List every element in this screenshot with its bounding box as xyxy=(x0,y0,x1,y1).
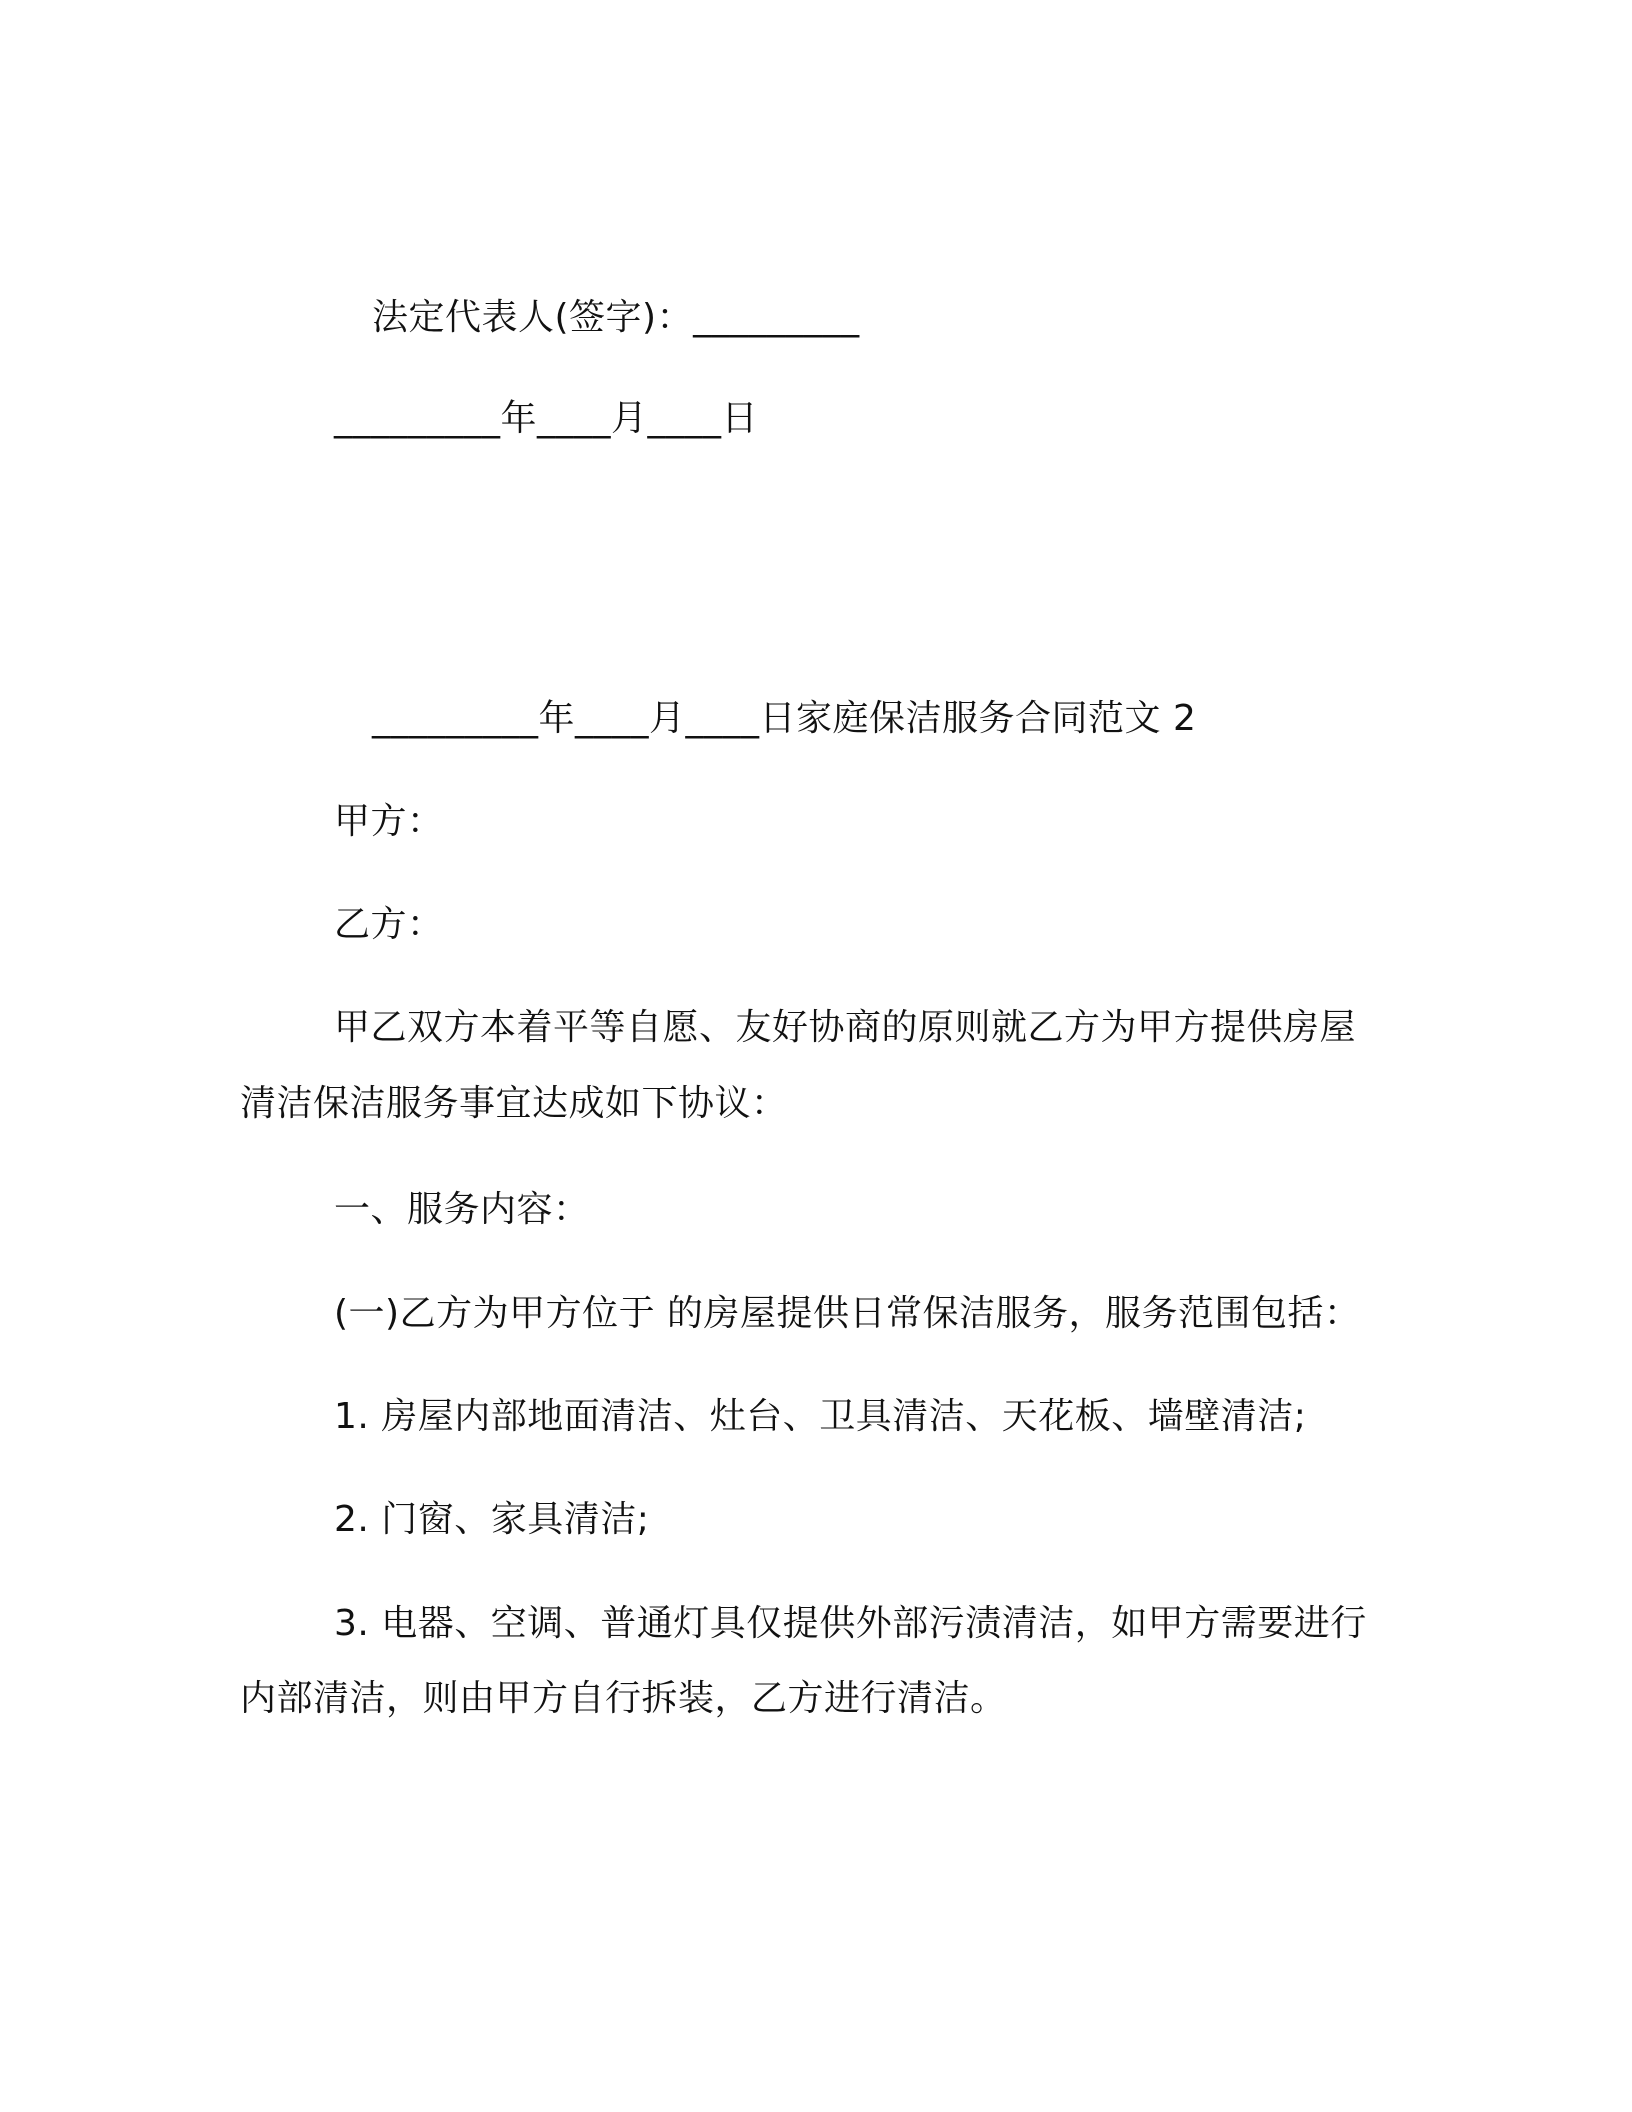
list-item-1: 1. 房屋内部地面清洁、灶台、卫具清洁、天花板、墙壁清洁; xyxy=(334,1396,1307,1437)
date-line: _________年____月____日 xyxy=(334,398,758,439)
list-item-3-line-1: 3. 电器、空调、普通灯具仅提供外部污渍清洁，如甲方需要进行 xyxy=(334,1603,1367,1644)
signature-line: 法定代表人(签字)：_________ xyxy=(372,297,860,338)
section-heading: 一、服务内容： xyxy=(334,1189,590,1230)
contract-title: _________年____月____日家庭保洁服务合同范文 2 xyxy=(372,698,1197,739)
intro-paragraph-line-1: 甲乙双方本着平等自愿、友好协商的原则就乙方为甲方提供房屋 xyxy=(334,1007,1357,1048)
clause-paragraph: (一)乙方为甲方位于 的房屋提供日常保洁服务，服务范围包括： xyxy=(334,1293,1361,1334)
party-a-label: 甲方： xyxy=(334,801,444,842)
list-item-2: 2. 门窗、家具清洁; xyxy=(334,1499,650,1540)
list-item-3-line-2: 内部清洁，则由甲方自行拆装，乙方进行清洁。 xyxy=(240,1678,1007,1719)
party-b-label: 乙方： xyxy=(334,904,444,945)
intro-paragraph-line-2: 清洁保洁服务事宜达成如下协议： xyxy=(240,1083,788,1124)
